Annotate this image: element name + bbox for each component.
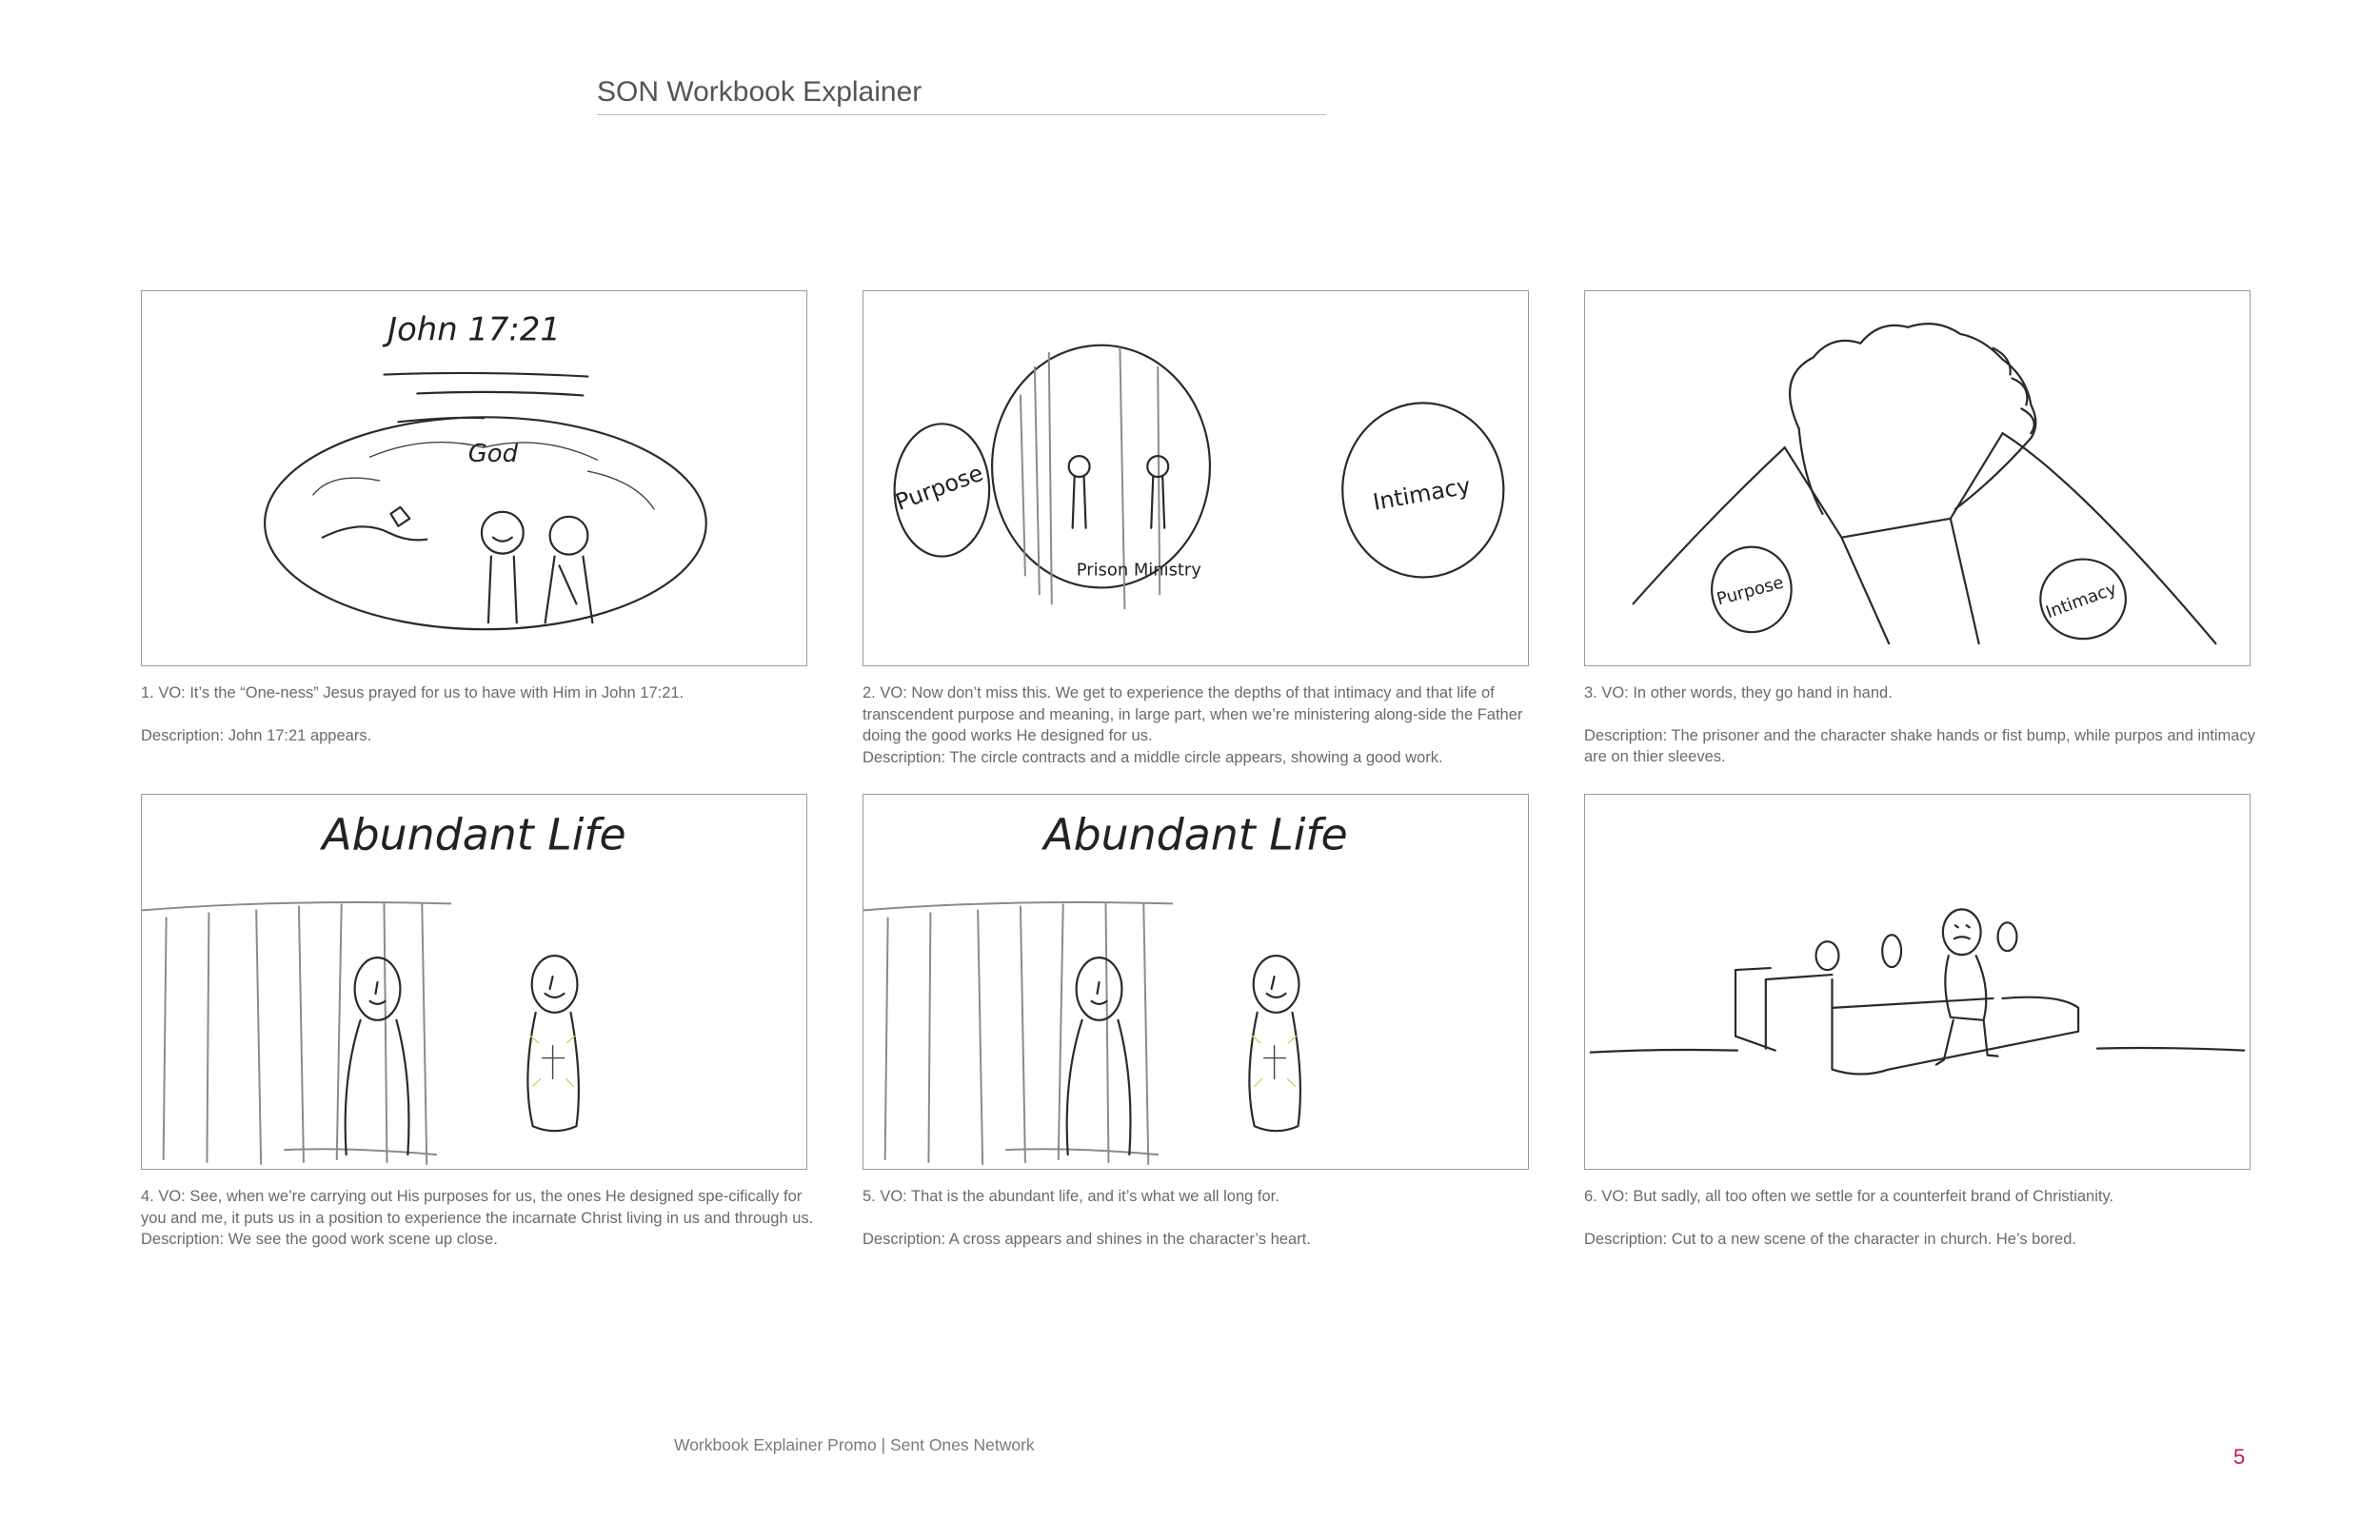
caption-2-description: Description: The circle contracts and a middle circle appears, showing a good work.: [863, 748, 1443, 766]
storyboard-panel-5: [863, 794, 1529, 1170]
sketch-text-abundant-life-2: Abundant Life: [1043, 809, 1348, 860]
caption-2: [863, 682, 1548, 768]
sketch-text-intimacy-sleeve: Intimacy: [2043, 579, 2120, 623]
panel-6-sketch: [1585, 795, 2250, 1169]
caption-5-vo: 5. VO: That is the abundant life, and it’s what we all long for.: [863, 1188, 1279, 1205]
panel-4-sketch: [142, 795, 806, 1169]
storyboard-panel-2: [863, 290, 1529, 666]
sketch-text-john: John 17:21: [387, 310, 561, 348]
sketch-text-prison-ministry: Prison Ministry: [1076, 560, 1201, 581]
caption-4-description: Description: We see the good work scene up close.: [141, 1231, 498, 1248]
caption-1-description: Description: John 17:21 appears.: [141, 726, 372, 744]
caption-3-description: Description: The prisoner and the character shake hands or fist bump, while purpos and intimacy are on thier sleeves.: [1584, 726, 2255, 765]
caption-2-vo: 2. VO: Now don’t miss this. We get to experience the depths of that intimacy and that life of transcendent purpose and meaning, in large part, when we’re ministering along-side the Father doing the good works He designed for us.: [863, 684, 1523, 744]
footer-text: Workbook Explainer Promo | Sent Ones Network: [674, 1435, 1035, 1454]
storyboard-panel-1: [141, 290, 807, 666]
storyboard-panel-4: [141, 794, 807, 1170]
panel-2-sketch: [863, 291, 1528, 665]
caption-4: [141, 1186, 826, 1251]
panel-1-sketch: [142, 291, 806, 665]
storyboard-panel-3: [1584, 290, 2251, 666]
caption-1-vo: 1. VO: It’s the “One-ness” Jesus prayed for us to have with Him in John 17:21.: [141, 684, 684, 701]
caption-3: [1584, 682, 2270, 768]
caption-6: [1584, 1186, 2270, 1250]
caption-5: [863, 1186, 1548, 1250]
caption-6-vo: 6. VO: But sadly, all too often we settle for a counterfeit brand of Christianity.: [1584, 1188, 2114, 1205]
caption-5-description: Description: A cross appears and shines in the character’s heart.: [863, 1230, 1311, 1248]
caption-1: [141, 682, 826, 746]
caption-6-description: Description: Cut to a new scene of the character in church. He’s bored.: [1584, 1230, 2076, 1248]
panel-3-sketch: [1585, 291, 2250, 665]
sketch-text-purpose-sleeve: Purpose: [1715, 572, 1786, 610]
document-title: SON Workbook Explainer: [597, 76, 1326, 115]
caption-4-vo: 4. VO: See, when we’re carrying out His purposes for us, the ones He designed spe-cifically for you and me, it puts us in a position to experience the incarnate Christ living in us and through us.: [141, 1188, 814, 1227]
caption-3-vo: 3. VO: In other words, they go hand in hand.: [1584, 684, 1893, 701]
sketch-text-god: God: [467, 440, 519, 469]
panel-5-sketch: [863, 795, 1528, 1169]
sketch-text-intimacy: Intimacy: [1371, 472, 1473, 516]
page-number: 5: [2233, 1445, 2246, 1469]
sketch-text-abundant-life: Abundant Life: [322, 809, 626, 860]
sketch-text-purpose: Purpose: [891, 459, 987, 516]
storyboard-panel-6: [1584, 794, 2251, 1170]
